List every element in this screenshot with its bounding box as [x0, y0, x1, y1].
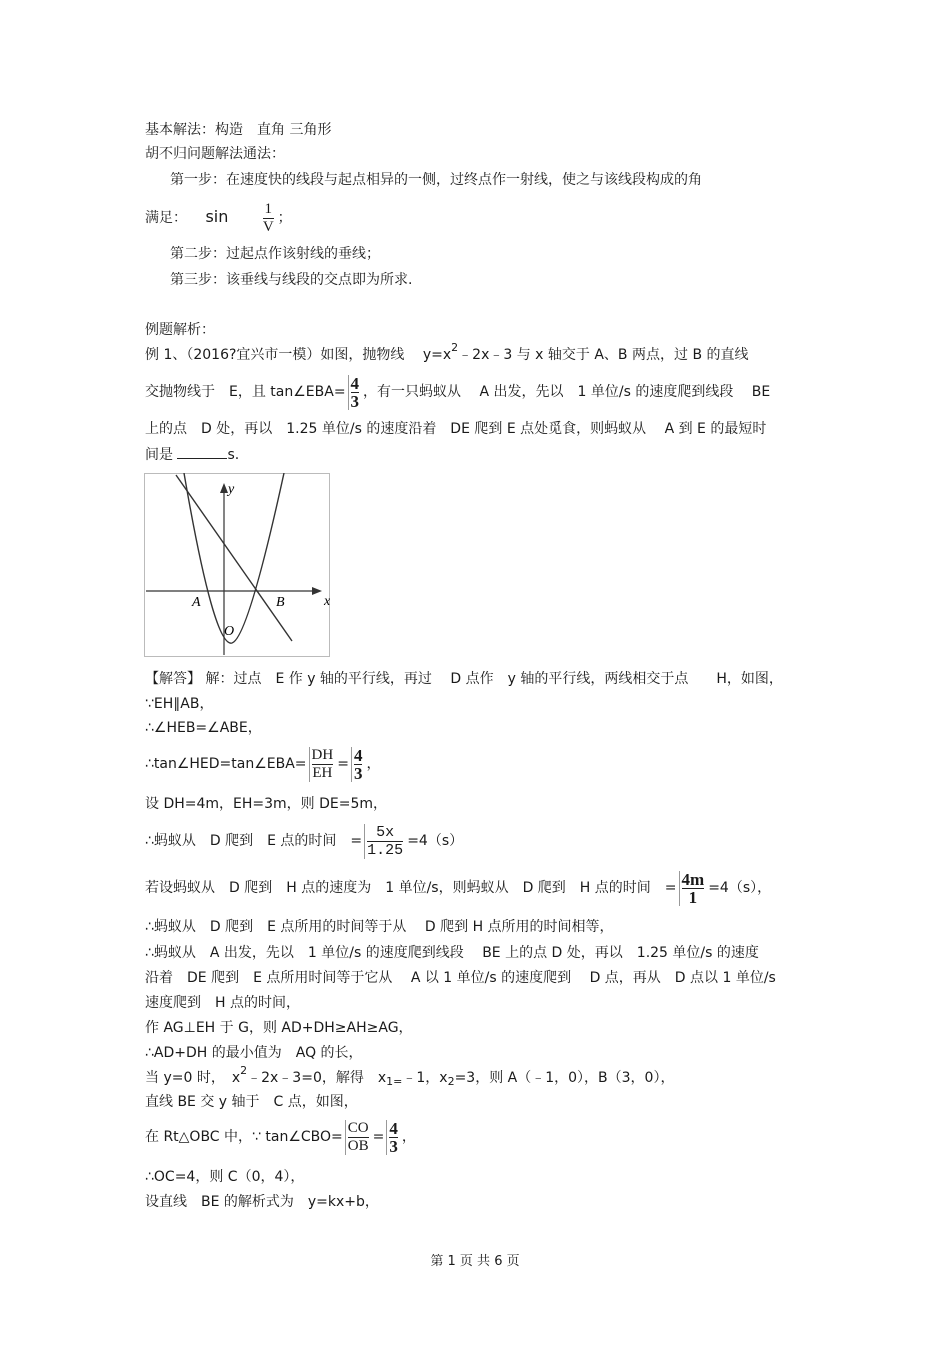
text: =3，则 A（﹣1，0），B（3，0），: [454, 1070, 675, 1086]
dh-eh-fraction: [309, 747, 336, 782]
graph-frame: [145, 474, 330, 657]
text: s.: [227, 447, 240, 463]
sin-label: sin: [205, 207, 229, 226]
text: ﹣1，x: [402, 1070, 448, 1086]
fraction-numerator: 4: [353, 745, 363, 765]
solution-line-3: ∴∠HEB=∠ABE，: [145, 720, 262, 736]
fraction-denominator: 3: [353, 763, 363, 783]
fraction-denominator: EH: [312, 764, 333, 781]
text: 交抛物线于 E，且 tan∠EBA=: [145, 384, 346, 400]
page-footer: 第 1 页 共 6 页: [430, 1254, 520, 1269]
solution-line-2: ∵EH∥AB，: [145, 696, 214, 712]
text: =4（s）: [407, 833, 464, 849]
solution-line-13: ∴AD+DH 的最小值为 AQ 的长，: [145, 1045, 363, 1061]
fraction-numerator: 4m: [681, 869, 705, 889]
solution-line-18: 设直线 BE 的解析式为 y=kx+b，: [145, 1194, 379, 1210]
text: ，: [401, 1129, 416, 1145]
fraction-numerator: 5x: [367, 824, 403, 842]
fraction-numerator: CO: [347, 1119, 369, 1136]
y-axis-label: y: [228, 482, 235, 497]
text: =4（s），: [708, 880, 772, 896]
superscript: 2: [240, 1064, 248, 1077]
solution-line-15: 直线 BE 交 y 轴于 C 点，如图，: [145, 1094, 358, 1110]
point-b-label: B: [276, 595, 285, 610]
fraction-denominator: V: [262, 218, 274, 235]
solution-line-9: ∴蚂蚁从 A 出发，先以 1 单位/s 的速度爬到线段 BE 上的点 D 处，再以 1.25 单位/s 的速度: [145, 945, 759, 961]
co-ob-fraction: [345, 1120, 371, 1155]
text: 当 y=0 时， x: [145, 1070, 241, 1086]
example-line-4: [145, 446, 239, 464]
four-thirds-fraction: [386, 1120, 400, 1155]
fraction-numerator: 4: [350, 373, 360, 393]
text: ，: [366, 756, 381, 772]
parabola-graph: [144, 473, 330, 657]
text: 间是: [145, 447, 173, 463]
origin-label: O: [224, 624, 235, 639]
text: ﹣2x﹣3 与 x 轴交于 A、B 两点，过 B 的直线: [458, 347, 749, 363]
subscript: 1=: [386, 1075, 403, 1088]
step-3: 第三步：该垂线与线段的交点即为所求.: [170, 272, 413, 288]
fraction-numerator: 4: [389, 1118, 398, 1138]
text: ∴tan∠HED=tan∠EBA=: [145, 756, 307, 772]
solution-line-16: [145, 1117, 416, 1157]
solution-line-6: [145, 819, 463, 863]
solution-line-10: 沿着 DE 爬到 E 点所用时间等于它从 A 以 1 单位/s 的速度爬到 D 点，再从 D 点以 1 单位/s: [145, 970, 776, 986]
text: ﹣2x﹣3=0，解得 x: [247, 1070, 387, 1086]
text: ∴蚂蚁从 D 爬到 E 点的时间 =: [145, 833, 363, 849]
equals: =: [337, 756, 349, 772]
equals: =: [372, 1129, 385, 1145]
fraction-denominator: 1.25: [367, 841, 404, 859]
fraction-denominator: 3: [389, 1136, 398, 1156]
solution-line-11: 速度爬到 H 点的时间，: [145, 995, 300, 1011]
step-2: 第二步：过起点作该射线的垂线；: [170, 246, 380, 262]
text: 在 Rt△OBC 中，∵ tan∠CBO=: [145, 1129, 343, 1145]
example-heading: 例题解析：: [145, 322, 215, 338]
satisfy-label: 满足：: [145, 210, 187, 226]
solution-line-14: [145, 1064, 675, 1088]
fraction-numerator: 1: [264, 200, 272, 217]
four-thirds-fraction: [351, 747, 365, 782]
fraction-numerator: DH: [311, 746, 334, 763]
method-title: 基本解法：构造 直角 三角形: [145, 122, 332, 138]
tan-fraction: [348, 375, 362, 410]
time-h-fraction: [679, 871, 707, 906]
x-axis-label: x: [324, 594, 330, 609]
one-over-v-fraction: [261, 201, 276, 236]
solution-line-4: [145, 744, 380, 784]
subscript: 2: [447, 1075, 455, 1088]
solution-line-17: ∴OC=4，则 C（0，4），: [145, 1169, 305, 1185]
text: 例 1、（2016?宜兴市一模）如图，抛物线 y=x: [145, 347, 452, 363]
example-line-3: 上的点 D 处，再以 1.25 单位/s 的速度沿着 DE 爬到 E 点处觅食，则蚂蚁从 A 到 E 的最短时: [145, 421, 767, 437]
method-subtitle: 胡不归问题解法通法：: [145, 146, 285, 162]
step-1: 第一步：在速度快的线段与起点相异的一侧，过终点作一射线，使之与该线段构成的角: [170, 172, 702, 188]
point-a-label: A: [192, 595, 201, 610]
fraction-denominator: OB: [347, 1137, 369, 1154]
fraction-denominator: 3: [350, 391, 360, 411]
solution-line-5: 设 DH=4m，EH=3m，则 DE=5m，: [145, 796, 388, 812]
time-fraction: [364, 824, 405, 859]
semicolon: ；: [277, 210, 292, 226]
example-line-1: [145, 341, 749, 365]
solution-line-1: 【解答】 解：过点 E 作 y 轴的平行线，再过 D 点作 y 轴的平行线，两线相交于点 H，如图，: [145, 671, 783, 687]
solution-line-8: ∴蚂蚁从 D 爬到 E 点所用的时间等于从 D 爬到 H 点所用的时间相等，: [145, 919, 614, 935]
answer-blank: [177, 458, 227, 459]
example-line-2: [145, 372, 770, 412]
text: ，有一只蚂蚁从 A 出发，先以 1 单位/s 的速度爬到线段 BE: [363, 384, 771, 400]
condition-line: [145, 200, 292, 236]
superscript: 2: [451, 341, 459, 354]
solution-line-12: 作 AG⊥EH 于 G，则 AD+DH≥AH≥AG，: [145, 1020, 413, 1036]
solution-line-7: [145, 867, 771, 909]
fraction-denominator: 1: [688, 887, 698, 907]
text: 若设蚂蚁从 D 爬到 H 点的速度为 1 单位/s，则蚂蚁从 D 爬到 H 点的时间 =: [145, 880, 677, 896]
